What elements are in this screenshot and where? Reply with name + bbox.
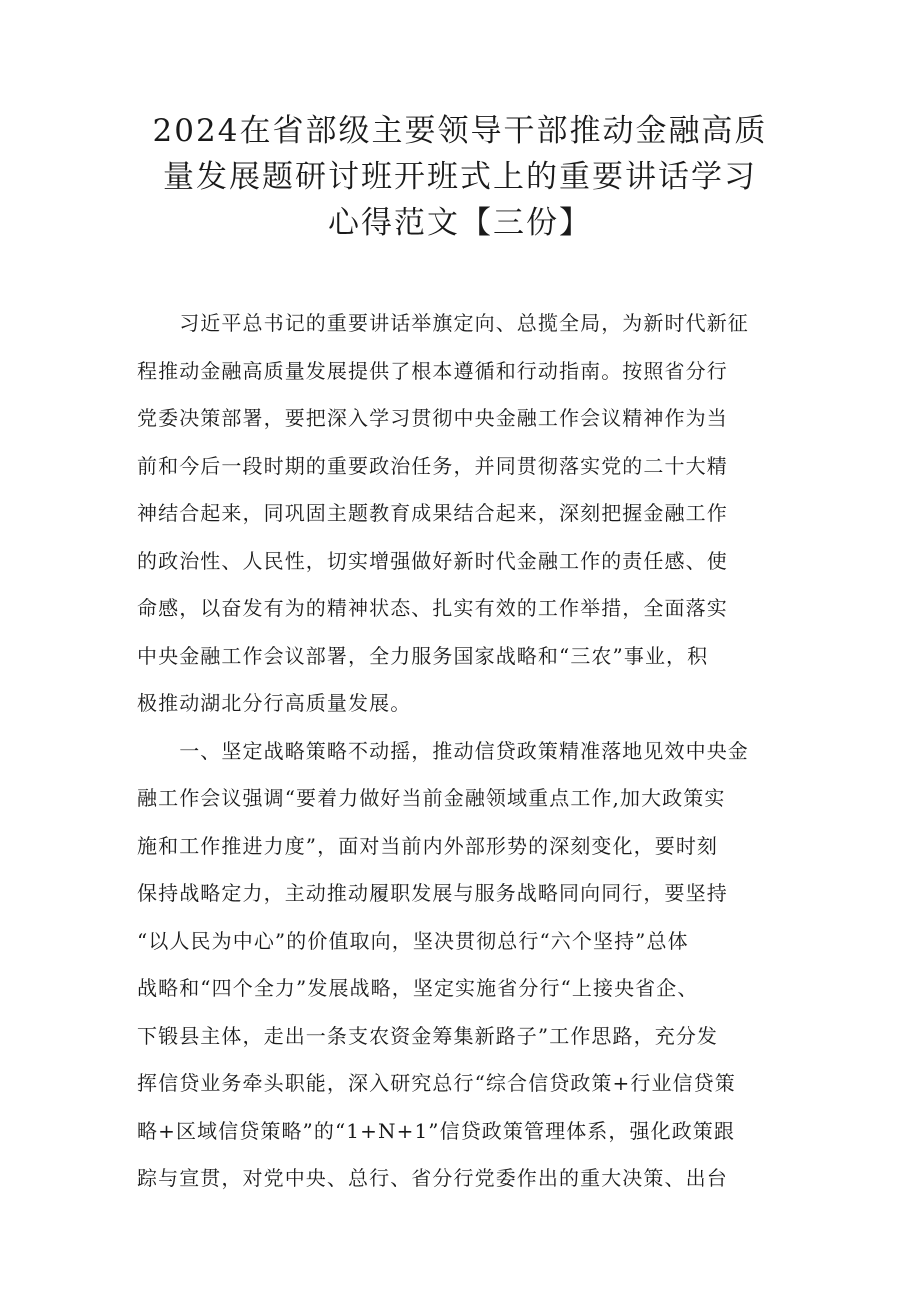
text-line: 挥信贷业务牵头职能，深入研究总行“综合信贷政策+行业信贷策 [137,1071,736,1095]
text-line: 下锻县主体，走出一条支农资金筹集新路子”工作思路，充分发 [137,1023,719,1048]
text-line: 前和今后一段时期的重要政治任务，并同贯彻落实党的二十大精 [137,453,728,478]
text-line: 习近平总书记的重要讲话举旗定向、总揽全局，为新时代新征 [137,311,749,335]
text-line: 略+区域信贷策略”的“1+N+1”信贷政策管理体系，强化政策跟 [137,1118,735,1143]
text-line: 的政治性、人民性，切实增强做好新时代金融工作的责任感、使 [137,548,728,573]
text-line: “以人民为中心”的价值取向，坚决贯彻总行“六个坚持”总体 [137,928,689,953]
text-line: 中央金融工作会议部署，全力服务国家战略和“三农”事业，积 [137,643,709,668]
text-line: 神结合起来，同巩固主题教育成果结合起来，深刻把握金融工作 [137,501,728,525]
text-line: 命感，以奋发有为的精神状态、扎实有效的工作举措，全面落实 [137,596,728,620]
text-line: 战略和“四个全力”发展战略，坚定实施省分行“上接央省企、 [137,976,699,1000]
text-line: 施和工作推进力度”，面对当前内外部形势的深刻变化，要时刻 [137,833,719,858]
text-line: 保持战略定力，主动推动履职发展与服务战略同向同行，要坚持 [137,881,728,905]
document-body [137,300,792,1203]
paragraph-section-one [137,728,792,1203]
text-line: 踪与宣贯，对党中央、总行、省分行党委作出的重大决策、出台 [137,1166,728,1190]
text-line: 党委决策部署，要把深入学习贯彻中央金融工作会议精神作为当 [137,406,728,430]
title-line: 量发展题研讨班开班式上的重要讲话学习 [163,159,757,195]
title-line: 2024在省部级主要领导干部推动金融高质 [152,113,768,149]
paragraph-intro [137,300,792,728]
document-title [100,108,820,246]
text-line: 一、坚定战略策略不动摇，推动信贷政策精准落地见效中央金 [137,738,749,763]
text-line: 极推动湖北分行高质量发展。 [137,691,412,715]
title-line: 心得范文【三份】 [328,205,592,241]
text-line: 程推动金融高质量发展提供了根本遵循和行动指南。按照省分行 [137,358,728,383]
text-line: 融工作会议强调“要着力做好当前金融领域重点工作,加大政策实 [137,786,726,810]
